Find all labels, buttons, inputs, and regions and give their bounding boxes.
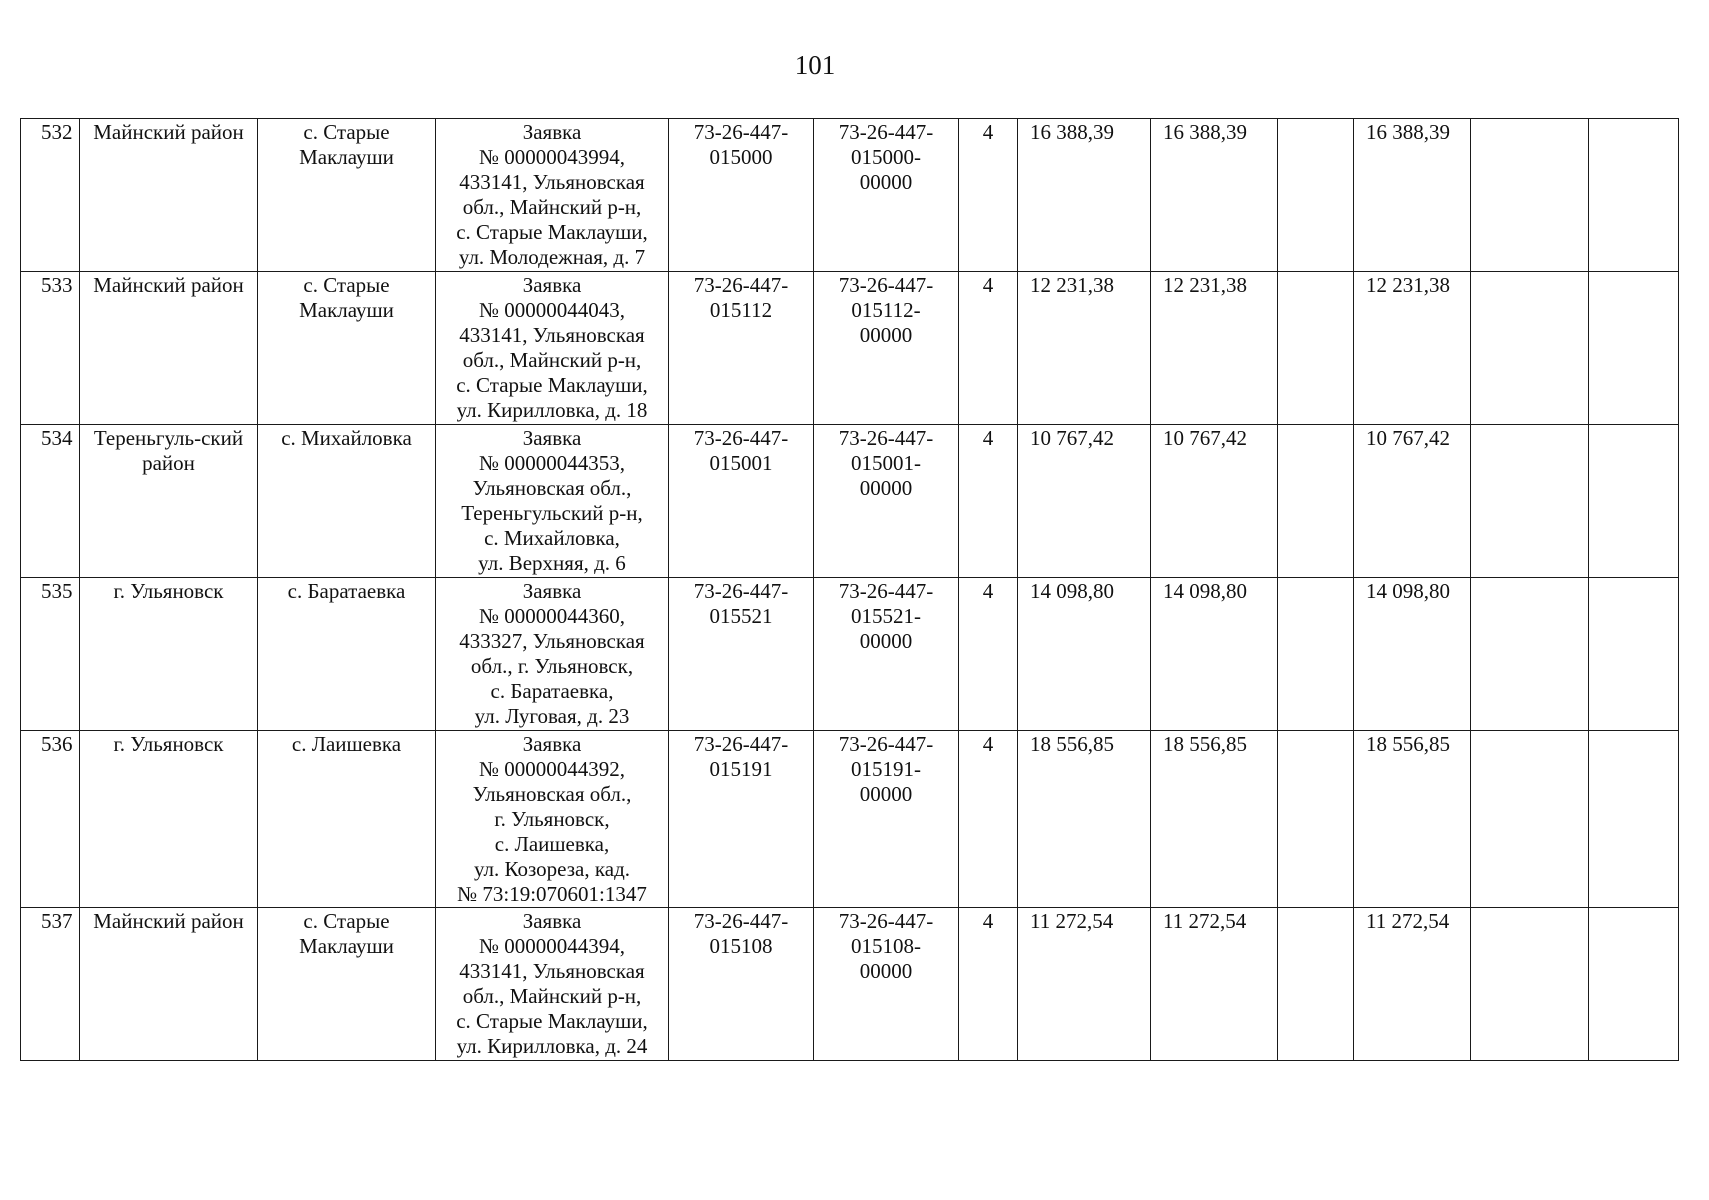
code-line: 73-26-447-	[693, 732, 789, 756]
request-address-line: Ульяновская обл.,	[472, 782, 632, 806]
request-address-line: 433141, Ульяновская	[459, 170, 645, 194]
empty-cell-2	[1589, 908, 1679, 1061]
request-address-line: обл., Майнский р-н,	[462, 348, 642, 372]
code-line: 73-26-447-	[693, 273, 789, 297]
code-line: 73-26-447-	[693, 579, 789, 603]
empty-cell-1	[1471, 578, 1589, 731]
request-address-line: № 00000044043,	[478, 298, 626, 322]
account-code-line: 00000	[859, 170, 913, 194]
amount-cell-3	[1278, 425, 1354, 578]
account-code-line: 73-26-447-	[838, 120, 934, 144]
quantity-cell: 4	[959, 908, 1018, 1061]
request-address-line: ул. Молодежная, д. 7	[458, 245, 646, 269]
amount-cell-2: 16 388,39	[1151, 119, 1278, 272]
code-cell	[669, 272, 814, 425]
amount-cell-1: 11 272,54	[1018, 908, 1151, 1061]
code-line: 015108	[709, 934, 773, 958]
amount-cell-2: 12 231,38	[1151, 272, 1278, 425]
register-table	[20, 118, 1679, 1061]
row-number-cell: 534	[21, 425, 80, 578]
request-address-line: Тереньгульский р-н,	[461, 501, 643, 525]
account-code-line: 015001-	[851, 451, 921, 475]
account-code-cell	[814, 908, 959, 1061]
request-address-line: Заявка	[522, 426, 582, 450]
code-line: 015112	[709, 298, 773, 322]
code-line: 73-26-447-	[693, 120, 789, 144]
request-address-line: 433141, Ульяновская	[459, 323, 645, 347]
quantity-cell: 4	[959, 272, 1018, 425]
account-code-line: 015108-	[851, 934, 921, 958]
account-code-line: 00000	[859, 629, 913, 653]
account-code-cell	[814, 578, 959, 731]
request-address-line: ул. Кирилловка, д. 24	[456, 1034, 648, 1058]
table-row	[21, 425, 1679, 578]
empty-cell-1	[1471, 425, 1589, 578]
code-line: 015521	[709, 604, 773, 628]
account-code-line: 73-26-447-	[838, 426, 934, 450]
request-address-line: с. Старые Маклауши,	[456, 220, 648, 244]
amount-cell-2: 10 767,42	[1151, 425, 1278, 578]
settlement-cell: с. Баратаевка	[258, 578, 436, 731]
code-line: 73-26-447-	[693, 909, 789, 933]
account-code-line: 015112-	[851, 298, 921, 322]
quantity-cell: 4	[959, 425, 1018, 578]
request-address-line: с. Михайловка,	[484, 526, 620, 550]
request-address-line: ул. Козореза, кад.	[473, 857, 631, 881]
request-address-line: ул. Луговая, д. 23	[474, 704, 630, 728]
account-code-line: 00000	[859, 476, 913, 500]
request-address-line: с. Старые Маклауши,	[456, 373, 648, 397]
empty-cell-2	[1589, 578, 1679, 731]
empty-cell-1	[1471, 908, 1589, 1061]
request-address-line: № 00000044392,	[478, 757, 626, 781]
request-address-line: Заявка	[522, 120, 582, 144]
amount-cell-2: 14 098,80	[1151, 578, 1278, 731]
amount-cell-1: 10 767,42	[1018, 425, 1151, 578]
code-cell	[669, 119, 814, 272]
amount-cell-3	[1278, 119, 1354, 272]
request-address-line: Заявка	[522, 579, 582, 603]
settlement-cell: с. Михайловка	[258, 425, 436, 578]
request-address-cell	[436, 908, 669, 1061]
amount-cell-4: 18 556,85	[1354, 731, 1471, 908]
row-number-cell: 532	[21, 119, 80, 272]
amount-cell-3	[1278, 578, 1354, 731]
district-cell: г. Ульяновск	[80, 578, 258, 731]
amount-cell-2: 11 272,54	[1151, 908, 1278, 1061]
amount-cell-4: 12 231,38	[1354, 272, 1471, 425]
account-code-line: 73-26-447-	[838, 909, 934, 933]
account-code-line: 73-26-447-	[838, 732, 934, 756]
request-address-line: 433141, Ульяновская	[459, 959, 645, 983]
amount-cell-4: 10 767,42	[1354, 425, 1471, 578]
account-code-line: 00000	[859, 782, 913, 806]
code-line: 015000	[709, 145, 773, 169]
request-address-line: с. Лаишевка,	[494, 832, 610, 856]
row-number-cell: 535	[21, 578, 80, 731]
code-line: 73-26-447-	[693, 426, 789, 450]
request-address-line: ул. Верхняя, д. 6	[478, 551, 626, 575]
settlement-cell: с. Старые Маклауши	[258, 272, 436, 425]
code-line: 015001	[709, 451, 773, 475]
account-code-cell	[814, 272, 959, 425]
table-row	[21, 731, 1679, 908]
empty-cell-2	[1589, 272, 1679, 425]
quantity-cell: 4	[959, 731, 1018, 908]
request-address-line: обл., г. Ульяновск,	[470, 654, 634, 678]
table-row	[21, 908, 1679, 1061]
code-line: 015191	[709, 757, 773, 781]
account-code-line: 00000	[859, 323, 913, 347]
request-address-line: с. Баратаевка,	[490, 679, 614, 703]
empty-cell-2	[1589, 425, 1679, 578]
account-code-cell	[814, 425, 959, 578]
amount-cell-1: 14 098,80	[1018, 578, 1151, 731]
account-code-line: 00000	[859, 959, 913, 983]
request-address-line: Заявка	[522, 732, 582, 756]
request-address-line: Заявка	[522, 273, 582, 297]
code-cell	[669, 731, 814, 908]
code-cell	[669, 908, 814, 1061]
request-address-line: № 00000044353,	[478, 451, 626, 475]
request-address-line: № 73:19:070601:1347	[457, 882, 647, 906]
request-address-line: № 00000044394,	[478, 934, 626, 958]
amount-cell-4: 14 098,80	[1354, 578, 1471, 731]
empty-cell-2	[1589, 119, 1679, 272]
code-cell	[669, 578, 814, 731]
empty-cell-2	[1589, 731, 1679, 908]
account-code-line: 73-26-447-	[838, 579, 934, 603]
code-cell	[669, 425, 814, 578]
request-address-line: с. Старые Маклауши,	[456, 1009, 648, 1033]
request-address-line: обл., Майнский р-н,	[462, 984, 642, 1008]
district-cell: г. Ульяновск	[80, 731, 258, 908]
account-code-line: 015521-	[851, 604, 921, 628]
request-address-line: 433327, Ульяновская	[459, 629, 645, 653]
settlement-cell: с. Старые Маклауши	[258, 908, 436, 1061]
account-code-line: 015000-	[851, 145, 921, 169]
request-address-cell	[436, 731, 669, 908]
row-number-cell: 536	[21, 731, 80, 908]
district-cell: Майнский район	[80, 119, 258, 272]
amount-cell-3	[1278, 272, 1354, 425]
request-address-line: Заявка	[522, 909, 582, 933]
request-address-line: обл., Майнский р-н,	[462, 195, 642, 219]
district-cell: Майнский район	[80, 908, 258, 1061]
quantity-cell: 4	[959, 578, 1018, 731]
row-number-cell: 537	[21, 908, 80, 1061]
district-cell: Майнский район	[80, 272, 258, 425]
empty-cell-1	[1471, 119, 1589, 272]
table-row	[21, 119, 1679, 272]
row-number-cell: 533	[21, 272, 80, 425]
account-code-line: 015191-	[851, 757, 921, 781]
request-address-line: № 00000044360,	[478, 604, 626, 628]
amount-cell-1: 18 556,85	[1018, 731, 1151, 908]
amount-cell-4: 16 388,39	[1354, 119, 1471, 272]
district-cell: Тереньгуль-ский район	[80, 425, 258, 578]
page-number: 101	[794, 50, 836, 80]
amount-cell-1: 16 388,39	[1018, 119, 1151, 272]
table-row	[21, 272, 1679, 425]
request-address-cell	[436, 578, 669, 731]
settlement-cell: с. Лаишевка	[258, 731, 436, 908]
request-address-line: № 00000043994,	[478, 145, 626, 169]
settlement-cell: с. Старые Маклауши	[258, 119, 436, 272]
amount-cell-3	[1278, 908, 1354, 1061]
quantity-cell: 4	[959, 119, 1018, 272]
empty-cell-1	[1471, 731, 1589, 908]
amount-cell-3	[1278, 731, 1354, 908]
request-address-cell	[436, 119, 669, 272]
request-address-cell	[436, 425, 669, 578]
request-address-line: Ульяновская обл.,	[472, 476, 632, 500]
account-code-cell	[814, 119, 959, 272]
amount-cell-4: 11 272,54	[1354, 908, 1471, 1061]
empty-cell-1	[1471, 272, 1589, 425]
amount-cell-1: 12 231,38	[1018, 272, 1151, 425]
request-address-line: ул. Кирилловка, д. 18	[456, 398, 648, 422]
request-address-line: г. Ульяновск,	[494, 807, 610, 831]
request-address-cell	[436, 272, 669, 425]
table-row	[21, 578, 1679, 731]
amount-cell-2: 18 556,85	[1151, 731, 1278, 908]
account-code-line: 73-26-447-	[838, 273, 934, 297]
register-table-body	[21, 119, 1679, 1061]
account-code-cell	[814, 731, 959, 908]
